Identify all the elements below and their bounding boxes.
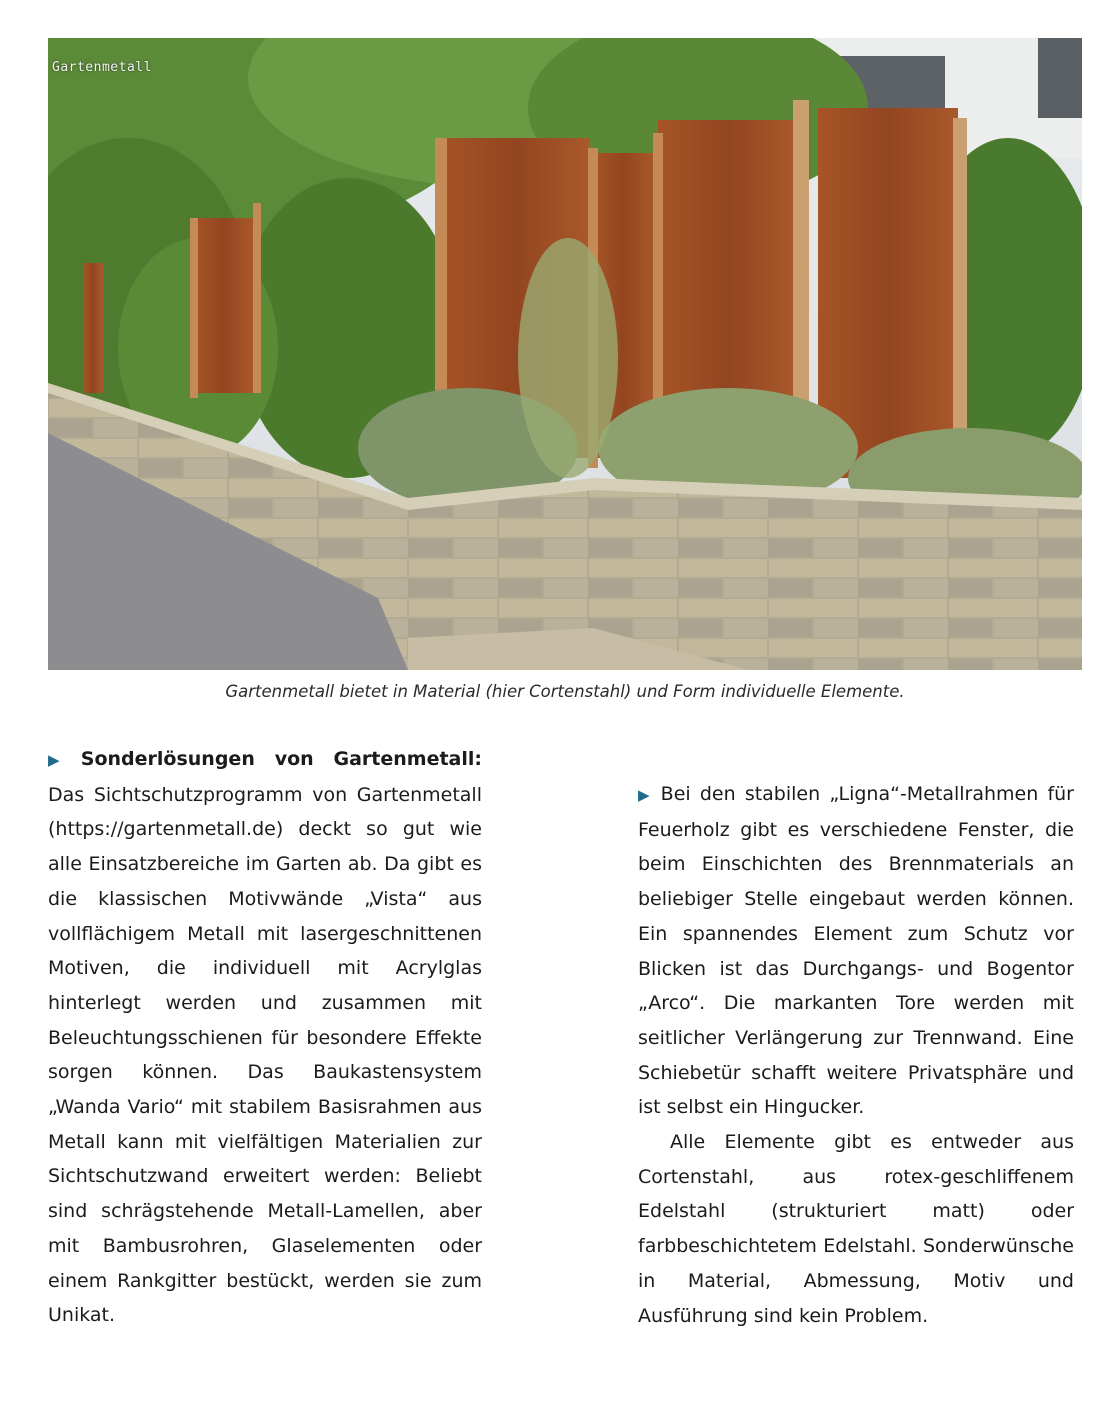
paragraph — [48, 742, 482, 1333]
article-column-right — [638, 777, 1074, 1333]
triangle-bullet-icon: ▶ — [638, 786, 653, 804]
paragraph — [638, 777, 1074, 1125]
garden-photo-illustration — [48, 38, 1082, 670]
paragraph-text: Das Sichtschutzprogramm von Gartenmetall (https://gartenmetall.de) deckt so gut wie alle Einsatzbereiche im Garten ab. Da gibt es die klassischen Motivwände „Vista“ aus vollflächigem Metall mit lasergeschnittenen Motiven, die individuell mit Acrylglas hinterlegt werden und zusammen mit Beleuchtungsschienen für besondere Effekte sorgen können. Das Baukastensystem „Wanda Vario“ mit stabilem Basisrahmen aus Metall kann mit vielfältigen Materialien zur Sichtschutzwand erweitert werden: Beliebt sind schrägstehende Metall-Lamellen, aber mit Bambusrohren, Glaselementen oder einem Rankgitter bestückt, werden sie zum Unikat. — [48, 783, 482, 1327]
article-column-left — [48, 742, 482, 1333]
photo-caption: Gartenmetall bietet in Material (hier Cortenstahl) und Form individuelle Elemente. — [225, 682, 905, 701]
photo-credit: Gartenmetall — [52, 60, 152, 75]
section-headline: Sonderlösungen von Gartenmetall: — [80, 748, 482, 770]
paragraph-text: Bei den stabilen „Ligna“-Metallrahmen für Feuerholz gibt es verschiedene Fenster, die beim Einschichten des Brennmaterials an beliebiger Stelle eingebaut werden können. Ein spannendes Element zum Schutz vor Blicken ist das Durchgangs- und Bogentor „Arco“. Die markanten Tore werden mit seitlicher Verlängerung zur Trennwand. Eine Schiebetür schafft weitere Privatsphäre und ist selbst ein Hingucker. — [638, 783, 1074, 1119]
triangle-bullet-icon: ▶ — [48, 751, 73, 769]
paragraph: Alle Elemente gibt es entweder aus Cortenstahl, aus rotex-geschliffenem Edelstahl (strukturiert matt) oder farbbeschichtetem Edelstahl. Sonderwünsche in Material, Abmessung, Motiv und Ausführung sind kein Problem. — [638, 1131, 1074, 1327]
article-photo — [48, 38, 1082, 670]
